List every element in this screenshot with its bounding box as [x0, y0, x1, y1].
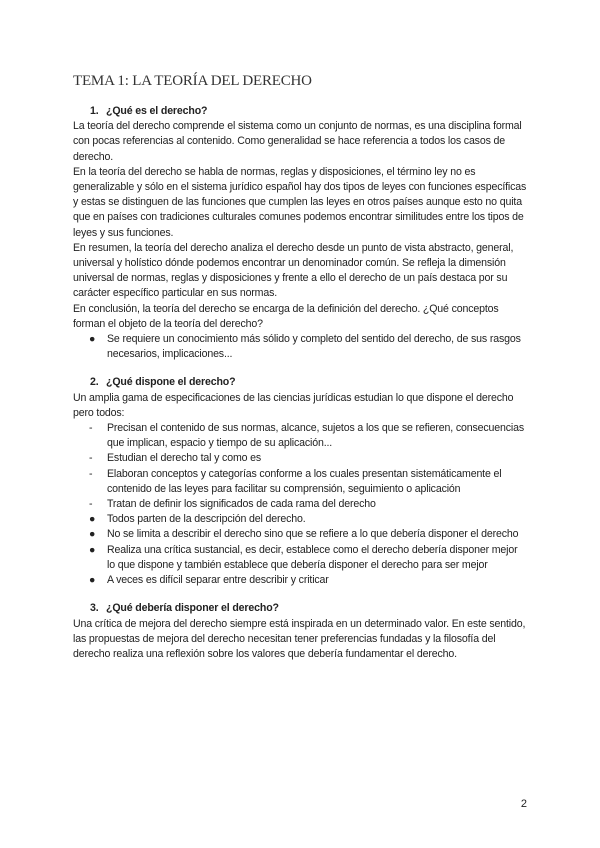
paragraph: En la teoría del derecho se habla de normas, reglas y disposiciones, el término ley no es generalizable y sólo en el sistema jurídico español hay dos tipos de leyes con funciones específicas y estas se distinguen de las funciones que cumplen las leyes en otros países aunque esto no quita que en países con tradiciones culturales comunes podemos encontrar similitudes entre los tipos de leyes y sus funciones.	[73, 165, 527, 239]
list-item-text: Se requiere un conocimiento más sólido y completo del sentido del derecho, de sus rasgos necesarios, implicaciones...	[107, 333, 521, 361]
dash-icon: -	[89, 467, 93, 480]
list-item	[73, 543, 528, 573]
section-heading	[73, 375, 528, 390]
list-item-text: Precisan el contenido de sus normas, alcance, sujetos a los que se refieren, consecuencias que implican, espacio y tiempo de su aplicación...	[107, 422, 524, 450]
bullet-list	[73, 421, 528, 588]
section-number: 1.	[90, 105, 99, 117]
document-title: TEMA 1: LA TEORÍA DEL DERECHO	[73, 73, 312, 89]
list-item	[73, 527, 528, 542]
bullet-icon: ●	[89, 513, 96, 526]
list-item-text: Estudian el derecho tal y como es	[107, 452, 262, 465]
paragraph: En resumen, la teoría del derecho analiza el derecho desde un punto de vista abstracto, general, universal y holístico dónde podemos encontrar un denominador común. Se refleja la dimensión universal de normas, reglas y disposiciones y frente a ello el derecho de un país destaca por su carácter específico particular en sus normas.	[73, 241, 514, 300]
section-1	[73, 104, 528, 362]
section-heading-text: ¿Qué es el derecho?	[106, 105, 208, 117]
list-item	[73, 497, 528, 512]
paragraph: Un amplia gama de especificaciones de las ciencias jurídicas estudian lo que dispone el derecho pero todos:	[73, 391, 514, 419]
section-heading	[73, 601, 528, 616]
paragraph: La teoría del derecho comprende el sistema como un conjunto de normas, es una disciplina formal con pocas referencias al contenido. Como generalidad se hace referencia a todos los casos de derecho.	[73, 120, 522, 163]
list-item	[73, 467, 528, 497]
section-number: 3.	[90, 602, 99, 615]
list-item	[73, 451, 528, 466]
section-number: 2.	[90, 376, 99, 389]
bullet-icon: ●	[89, 543, 96, 556]
section-3	[73, 601, 528, 662]
list-item	[73, 512, 528, 527]
list-item	[73, 573, 528, 588]
dash-icon: -	[89, 452, 93, 465]
list-item-text: Elaboran conceptos y categorías conforme a los cuales presentan sistemáticamente el contenido de las leyes para facilitar su comprensión, seguimiento o aplicación	[107, 467, 502, 495]
bullet-icon: ●	[89, 574, 96, 587]
section-2	[73, 375, 528, 588]
section-heading-text: ¿Qué debería disponer el derecho?	[106, 602, 279, 615]
list-item-text: Todos parten de la descripción del derecho.	[107, 513, 306, 526]
list-item	[73, 421, 528, 451]
bullet-list	[73, 332, 528, 362]
page-number: 2	[520, 798, 527, 810]
dash-icon: -	[89, 422, 93, 435]
list-item-text: No se limita a describir el derecho sino que se refiere a lo que debería disponer el derecho	[107, 528, 519, 541]
bullet-icon: ●	[89, 528, 96, 541]
section-heading-text: ¿Qué dispone el derecho?	[106, 376, 236, 389]
section-heading	[73, 104, 528, 119]
bullet-icon: ●	[89, 333, 96, 346]
list-item-text: A veces es difícil separar entre describir y criticar	[107, 574, 329, 587]
list-item	[73, 332, 528, 362]
paragraph: En conclusión, la teoría del derecho se encarga de la definición del derecho. ¿Qué conceptos forman el objeto de la teoría del derecho?	[73, 302, 499, 330]
dash-icon: -	[89, 498, 93, 511]
document-body	[73, 104, 528, 662]
paragraph: Una crítica de mejora del derecho siempre está inspirada en un determinado valor. En este sentido, las propuestas de mejora del derecho necesitan tener preferencias fundadas y la filosofía del derecho realiza una reflexión sobre los valores que debería fundamentar el derecho.	[73, 617, 526, 660]
list-item-text: Realiza una crítica sustancial, es decir, establece como el derecho debería disponer mejor lo que dispone y también establece que debería disponer el derecho para ser mejor	[107, 543, 518, 571]
list-item-text: Tratan de definir los significados de cada rama del derecho	[107, 498, 376, 511]
